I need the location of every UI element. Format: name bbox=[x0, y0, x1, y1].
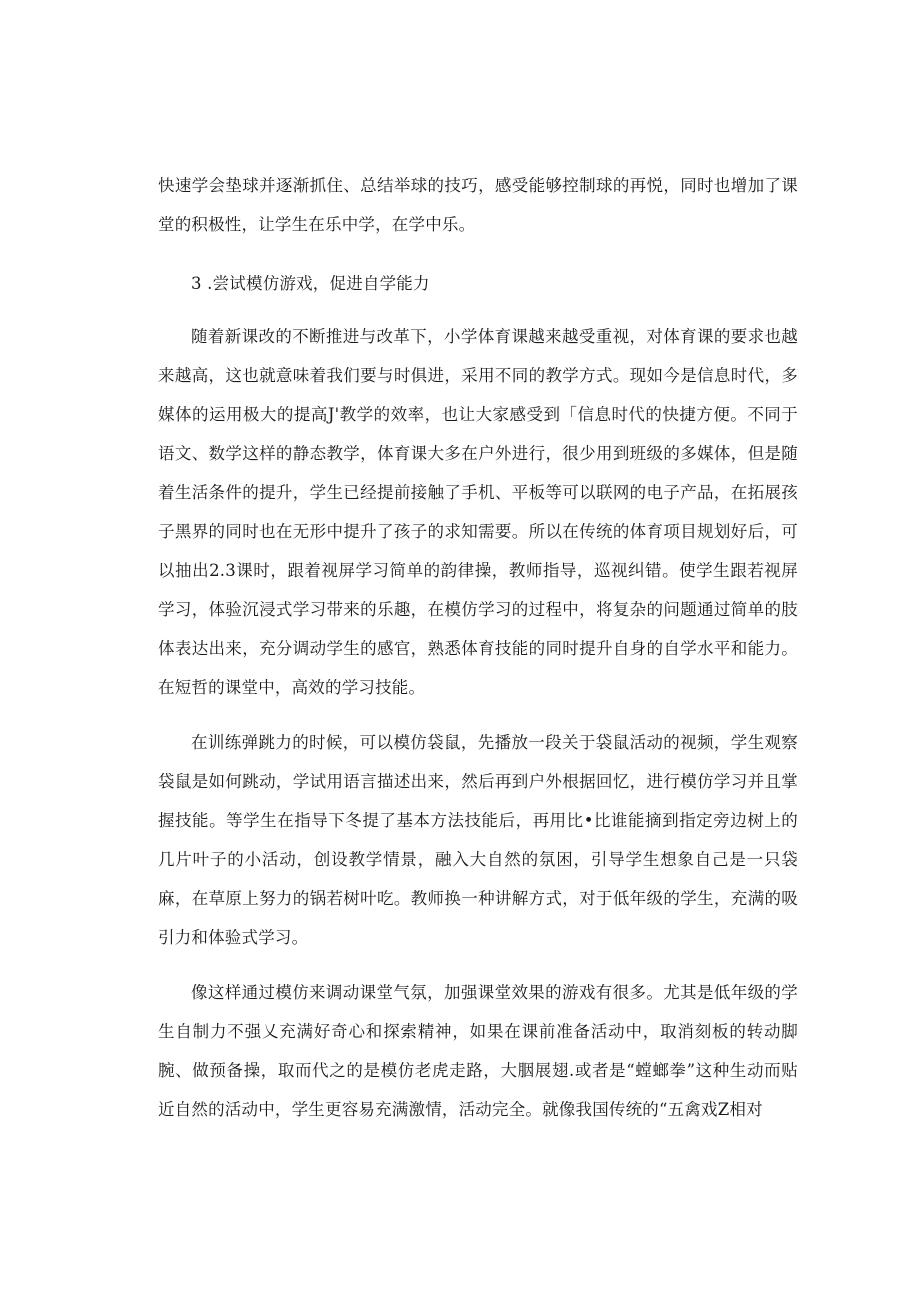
paragraph: 随着新课改的不断推进与改革下，小学体育课越来越受重视，对体育课的要求也越来越高，这也就意味着我们要与时俱进，采用不同的教学方式。现如今是信息时代，多媒体的运用极大的提高J'教学的效率，也让大家感受到「信息时代的快捷方便。不同于语文、数学这样的静态教学，体育课大多在户外进行，很少用到班级的多媒体，但是随着生活条件的提升，学生已经提前接触了手机、平板等可以联网的电子产品，在拓展孩子黑界的同时也在无形中提升了孩子的求知需要。所以在传统的体育项目规划好后，可以抽出2.3课时，跟着视屏学习简单的韵律操，教师指导，巡视纠错。使学生跟若视屏学习，体验沉浸式学习带来的乐趣，在模仿学习的过程中，将复杂的问题通过简单的肢体表达出来，充分调动学生的感官，熟悉体育技能的同时提升自身的自学水平和能力。在短哲的课堂中，高效的学习技能。 bbox=[158, 327, 798, 697]
paragraph: 像这样通过模仿来调动课堂气氛，加强课堂效果的游戏有很多。尤其是低年级的学生自制力不强乂充满好奇心和探索精神，如果在课前准备活动中，取消刻板的转动脚腕、做预备操，取而代之的是模仿老虎走路，大胭展翅.或者是“螳螂拳”这种生动而贴近自然的活动中，学生更容易充满激情，活动完全。就像我国传统的“五禽戏Z相对 bbox=[158, 983, 798, 1119]
paragraph-continued: 快速学会垫球并逐渐抓住、总结举球的技巧，感受能够控制球的再悦，同时也增加了课堂的积极性，让学生在乐中学，在学中乐。 bbox=[158, 176, 798, 234]
document-body bbox=[158, 166, 798, 1129]
paragraph: 在训练弹跳力的时候，可以模仿袋鼠，先播放一段关于袋鼠活动的视频，学生观察袋鼠是如何跳动，学试用语言描述出来，然后再到户外根据回忆，进行模仿学习并且掌握技能。等学生在指导下冬提了基本方法技能后，再用比•比谁能摘到指定旁边树上的几片叶子的小活动，创设教学情景，融入大自然的氛困，引导学生想象自己是一只袋麻，在草原上努力的锅若树叶吃。教师换一种讲解方式，对于低年级的学生，充满的吸引力和体验式学习。 bbox=[158, 733, 798, 947]
section-heading: 3 .尝试模仿游戏，促进自学能力 bbox=[191, 274, 430, 293]
